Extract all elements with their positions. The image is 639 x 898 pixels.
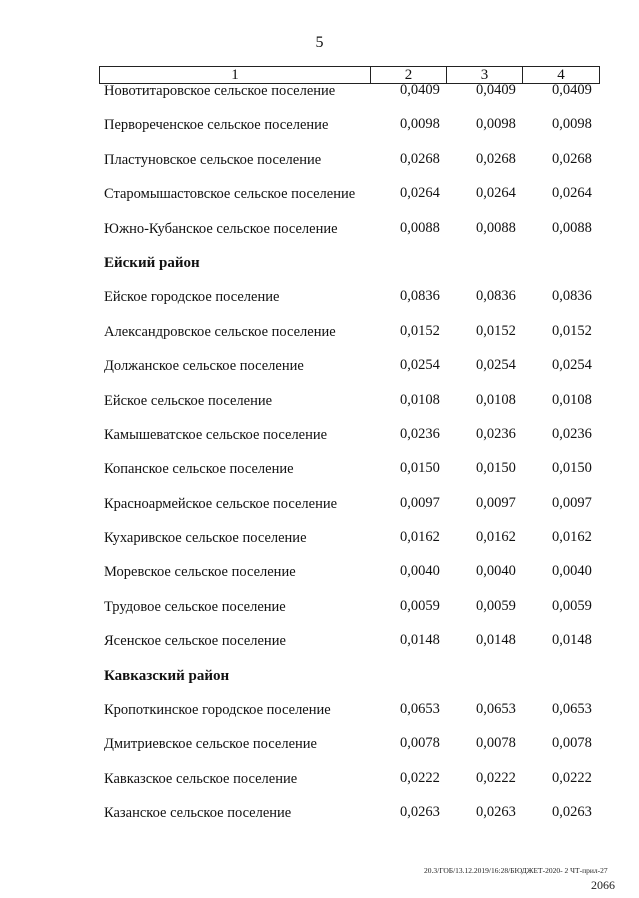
settlement-name: Ейское городское поселение [104,289,280,306]
value-col-4: 0,0162 [552,529,592,546]
value-col-4: 0,0236 [552,425,592,442]
value-col-4: 0,0268 [552,150,592,167]
value-col-3: 0,0254 [476,357,516,374]
table-row [0,76,639,110]
value-col-3: 0,0150 [476,460,516,477]
value-col-3: 0,0162 [476,529,516,546]
value-col-3: 0,0108 [476,391,516,408]
value-col-4: 0,0836 [552,288,592,305]
value-col-2: 0,0653 [400,701,440,718]
settlement-name: Кропоткинское городское поселение [104,702,331,719]
settlement-name: Кухаривское сельское поселение [104,530,307,547]
settlement-name: Пластуновское сельское поселение [104,151,322,168]
value-col-3: 0,0409 [476,82,516,98]
value-col-2: 0,0078 [400,735,440,752]
table-row [0,798,639,832]
value-col-3: 0,0098 [476,116,516,133]
value-col-3: 0,0236 [476,425,516,442]
settlement-name: Ясенское сельское поселение [104,633,286,650]
district-name: Кавказский район [104,667,230,684]
value-col-4: 0,0148 [552,632,592,649]
settlement-name: Казанское сельское поселение [104,805,292,822]
value-col-4: 0,0098 [552,116,592,133]
district-name: Ейский район [104,254,200,271]
settlement-name: Дмитриевское сельское поселение [104,736,317,753]
value-col-3: 0,0148 [476,632,516,649]
value-col-2: 0,0097 [400,494,440,511]
table-row [0,489,639,523]
table-body [0,76,639,833]
value-col-2: 0,0162 [400,529,440,546]
value-col-3: 0,0088 [476,219,516,236]
table-row [0,282,639,316]
value-col-2: 0,0150 [400,460,440,477]
table-row [0,351,639,385]
value-col-4: 0,0088 [552,219,592,236]
table-row [0,386,639,420]
value-col-2: 0,0088 [400,219,440,236]
page-total-number: 2066 [591,878,615,892]
settlement-name: Кавказское сельское поселение [104,770,298,787]
value-col-3: 0,0097 [476,494,516,511]
value-col-3: 0,0222 [476,769,516,786]
table-row [0,110,639,144]
district-heading-row [0,661,639,695]
value-col-2: 0,0108 [400,391,440,408]
value-col-4: 0,0059 [552,597,592,614]
value-col-4: 0,0222 [552,769,592,786]
header-col-2: 2 [371,67,447,83]
table-row [0,179,639,213]
value-col-4: 0,0040 [552,563,592,580]
value-col-2: 0,0236 [400,425,440,442]
table-row [0,557,639,591]
value-col-3: 0,0653 [476,701,516,718]
table-row [0,764,639,798]
value-col-2: 0,0098 [400,116,440,133]
header-col-1: 1 [100,67,371,83]
value-col-4: 0,0152 [552,322,592,339]
value-col-2: 0,0152 [400,322,440,339]
table-row [0,592,639,626]
value-col-3: 0,0268 [476,150,516,167]
settlement-name: Ейское сельское поселение [104,392,273,409]
settlement-name: Трудовое сельское поселение [104,598,286,615]
settlement-name: Южно-Кубанское сельское поселение [104,220,338,237]
header-col-4: 4 [557,67,565,83]
table-row [0,729,639,763]
settlement-name: Должанское сельское поселение [104,358,304,375]
value-col-3: 0,0264 [476,185,516,202]
value-col-3: 0,0078 [476,735,516,752]
settlement-name: Александровское сельское поселение [104,323,336,340]
value-col-2: 0,0040 [400,563,440,580]
value-col-4: 0,0264 [552,185,592,202]
value-col-2: 0,0254 [400,357,440,374]
value-col-2: 0,0409 [400,82,440,98]
value-col-4: 0,0653 [552,701,592,718]
settlement-name: Моревское сельское поселение [104,564,296,581]
value-col-4: 0,0078 [552,735,592,752]
settlement-name: Новотитаровское сельское поселение [104,83,336,99]
value-col-4: 0,0150 [552,460,592,477]
value-col-4: 0,0254 [552,357,592,374]
value-col-3: 0,0263 [476,804,516,821]
value-col-2: 0,0263 [400,804,440,821]
value-col-2: 0,0059 [400,597,440,614]
value-col-2: 0,0836 [400,288,440,305]
table-row [0,523,639,557]
value-col-3: 0,0152 [476,322,516,339]
district-heading-row [0,248,639,282]
settlement-name: Копанское сельское поселение [104,461,294,478]
table-row [0,695,639,729]
settlement-name: Старомышастовское сельское поселение [104,186,356,203]
table-row [0,420,639,454]
settlement-name: Камышеватское сельское поселение [104,426,328,443]
value-col-2: 0,0268 [400,150,440,167]
table-row [0,145,639,179]
value-col-3: 0,0836 [476,288,516,305]
value-col-2: 0,0222 [400,769,440,786]
table-row [0,317,639,351]
value-col-2: 0,0148 [400,632,440,649]
value-col-4: 0,0409 [552,82,592,98]
table-row [0,454,639,488]
value-col-4: 0,0108 [552,391,592,408]
table-row [0,214,639,248]
value-col-4: 0,0263 [552,804,592,821]
value-col-2: 0,0264 [400,185,440,202]
value-col-4: 0,0097 [552,494,592,511]
value-col-3: 0,0040 [476,563,516,580]
value-col-3: 0,0059 [476,597,516,614]
settlement-name: Первореченское сельское поселение [104,117,329,134]
table-row [0,626,639,660]
settlement-name: Красноармейское сельское поселение [104,495,338,512]
document-stamp: 20.3/ГОБ/13.12.2019/16:28/БЮДЖЕТ-2020- 2 ЧТ-прил-27 [424,866,608,875]
header-col-3: 3 [447,67,523,83]
page-number: 5 [315,34,324,51]
